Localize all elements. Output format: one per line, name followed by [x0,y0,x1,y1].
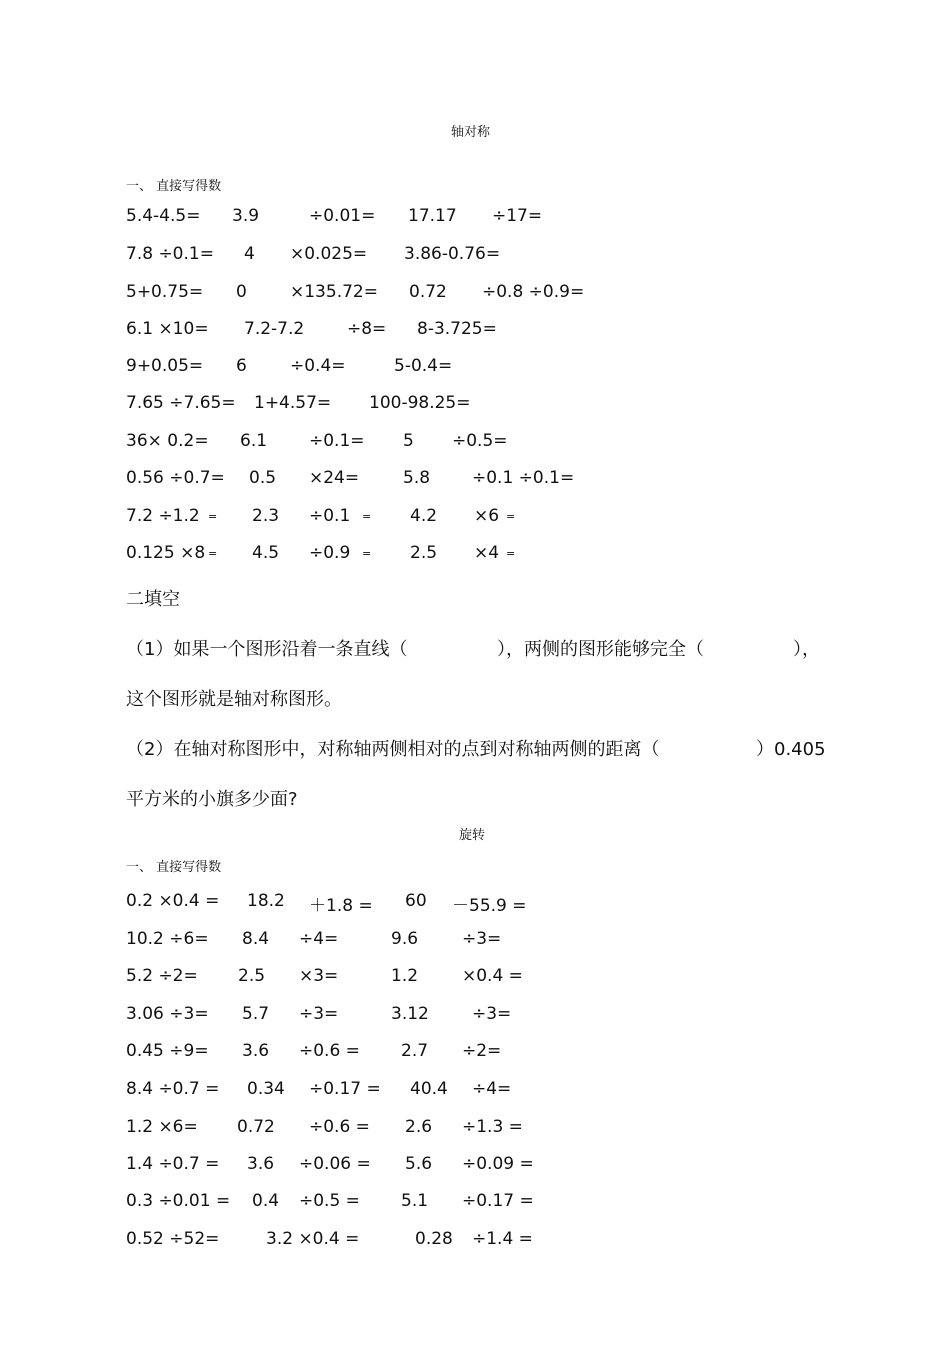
s2-r2-c2: 8.4 [242,929,270,949]
s1-r9-c2: = [208,510,218,523]
s1-r3-c5: ÷0.8 ÷0.9= [482,282,585,302]
s2-r5-c5: ÷2= [462,1041,502,1061]
fill-q1-part3: ）， [793,639,820,660]
fill-q2-line2: 平方米的小旗多少面? [126,789,298,810]
s1-r10-c2: = [208,547,218,560]
s2-r3-c4: 1.2 [391,966,419,986]
s1-r2-c4: 3.86-0.76= [404,244,501,264]
section1-subheading: 一、 直接写得数 [126,179,222,194]
s1-r1-c1: 5.4-4.5= [126,206,201,226]
s1-r9-c7: ×6 [474,506,500,526]
s2-r9-c2: 0.4 [252,1191,280,1211]
fill-q2-part2: ）0.405 [756,739,826,760]
s2-r1-c5: －55.9 = [452,896,527,916]
s1-r9-c8: = [506,510,516,523]
s1-r4-c3: ÷8= [347,319,387,339]
s2-r2-c4: 9.6 [391,929,419,949]
s1-r6-c3: 100-98.25= [369,393,471,413]
s1-r2-c2: 4 [244,244,255,264]
s1-r2-c1: 7.8 ÷0.1= [126,244,214,264]
s2-r3-c5: ×0.4 = [462,966,523,986]
s1-r5-c3: ÷0.4= [290,356,346,376]
s2-r8-c1: 1.4 ÷0.7 = [126,1154,220,1174]
s1-r8-c2: 0.5 [249,468,277,488]
s1-r10-c8: = [506,547,516,560]
s2-r6-c5: ÷4= [472,1079,512,1099]
s2-r7-c3: ÷0.6 = [309,1117,370,1137]
s1-r6-c1: 7.65 ÷7.65= [126,393,236,413]
s2-r9-c1: 0.3 ÷0.01 = [126,1191,231,1211]
fill-heading: 二填空 [126,589,180,610]
s2-r6-c2: 0.34 [247,1079,285,1099]
s2-r8-c2: 3.6 [247,1154,275,1174]
s1-r9-c5: = [362,510,372,523]
s1-r7-c4: 5 [403,431,414,451]
s1-r1-c3: ÷0.01= [309,206,376,226]
s2-r7-c1: 1.2 ×6= [126,1117,198,1137]
s2-r6-c4: 40.4 [410,1079,448,1099]
s2-r5-c2: 3.6 [242,1041,270,1061]
s2-r7-c5: ÷1.3 = [462,1117,523,1137]
s2-r7-c4: 2.6 [405,1117,433,1137]
s1-r1-c5: ÷17= [492,206,543,226]
s2-r9-c4: 5.1 [401,1191,429,1211]
s2-r3-c3: ×3= [299,966,339,986]
s1-r9-c3: 2.3 [252,506,280,526]
s2-r2-c3: ÷4= [299,929,339,949]
s1-r1-c4: 17.17 [408,206,457,226]
s1-r4-c1: 6.1 ×10= [126,319,209,339]
s2-r10-c4: ÷1.4 = [472,1229,533,1249]
fill-q1-part2: ），两侧的图形能够完全（ [497,639,704,660]
fill-q1-part1: （1）如果一个图形沿着一条直线（ [126,639,408,660]
s2-r8-c5: ÷0.09 = [462,1154,534,1174]
section1-title: 轴对称 [451,125,491,140]
s2-r9-c3: ÷0.5 = [299,1191,360,1211]
s1-r7-c1: 36× 0.2= [126,431,209,451]
s1-r10-c6: 2.5 [410,543,438,563]
s2-r8-c3: ÷0.06 = [299,1154,371,1174]
s2-r8-c4: 5.6 [405,1154,433,1174]
s1-r5-c2: 6 [236,356,247,376]
s1-r4-c2: 7.2-7.2 [244,319,305,339]
s2-r10-c1: 0.52 ÷52= [126,1229,220,1249]
s2-r5-c1: 0.45 ÷9= [126,1041,209,1061]
s1-r9-c6: 4.2 [410,506,438,526]
s2-r3-c2: 2.5 [238,966,266,986]
fill-q2-part1: （2）在轴对称图形中，对称轴两侧相对的点到对称轴两侧的距离（ [126,739,660,760]
s1-r4-c4: 8-3.725= [417,319,497,339]
s1-r8-c4: 5.8 [403,468,431,488]
s2-r10-c3: 0.28 [415,1229,453,1249]
s2-r1-c4: 60 [405,891,427,911]
s2-r4-c1: 3.06 ÷3= [126,1004,209,1024]
s2-r6-c3: ÷0.17 = [309,1079,381,1099]
fill-q1-line2: 这个图形就是轴对称图形。 [126,689,342,710]
s2-r5-c4: 2.7 [401,1041,429,1061]
s2-r6-c1: 8.4 ÷0.7 = [126,1079,220,1099]
section2-subheading: 一、 直接写得数 [126,860,222,875]
s1-r9-c1: 7.2 ÷1.2 [126,506,200,526]
s1-r1-c2: 3.9 [232,206,260,226]
s2-r1-c2: 18.2 [247,891,285,911]
s1-r6-c2: 1+4.57= [254,393,332,413]
s1-r10-c1: 0.125 ×8 [126,543,206,563]
s2-r4-c2: 5.7 [242,1004,270,1024]
s2-r3-c1: 5.2 ÷2= [126,966,198,986]
s2-r4-c3: ÷3= [299,1004,339,1024]
s1-r8-c1: 0.56 ÷0.7= [126,468,225,488]
s1-r10-c4: ÷0.9 [309,543,351,563]
s1-r2-c3: ×0.025= [290,244,368,264]
s1-r10-c3: 4.5 [252,543,280,563]
s1-r3-c2: 0 [236,282,247,302]
s1-r5-c4: 5-0.4= [394,356,453,376]
s1-r10-c5: = [362,547,372,560]
s2-r5-c3: ÷0.6 = [299,1041,360,1061]
s1-r7-c3: ÷0.1= [309,431,365,451]
section2-title: 旋转 [459,828,486,843]
s1-r7-c5: ÷0.5= [452,431,508,451]
s1-r3-c3: ×135.72= [290,282,378,302]
s1-r7-c2: 6.1 [240,431,268,451]
s2-r4-c4: 3.12 [391,1004,429,1024]
s1-r3-c4: 0.72 [409,282,447,302]
s2-r1-c3: ＋1.8 = [309,896,373,916]
s1-r10-c7: ×4 [474,543,500,563]
s1-r9-c4: ÷0.1 [309,506,351,526]
s1-r3-c1: 5+0.75= [126,282,204,302]
s2-r7-c2: 0.72 [237,1117,275,1137]
s1-r5-c1: 9+0.05= [126,356,204,376]
s2-r1-c1: 0.2 ×0.4 = [126,891,220,911]
s1-r8-c3: ×24= [309,468,360,488]
s2-r2-c1: 10.2 ÷6= [126,929,209,949]
s2-r10-c2: 3.2 ×0.4 = [266,1229,360,1249]
s2-r2-c5: ÷3= [462,929,502,949]
s1-r8-c5: ÷0.1 ÷0.1= [472,468,575,488]
s2-r4-c5: ÷3= [472,1004,512,1024]
s2-r9-c5: ÷0.17 = [462,1191,534,1211]
